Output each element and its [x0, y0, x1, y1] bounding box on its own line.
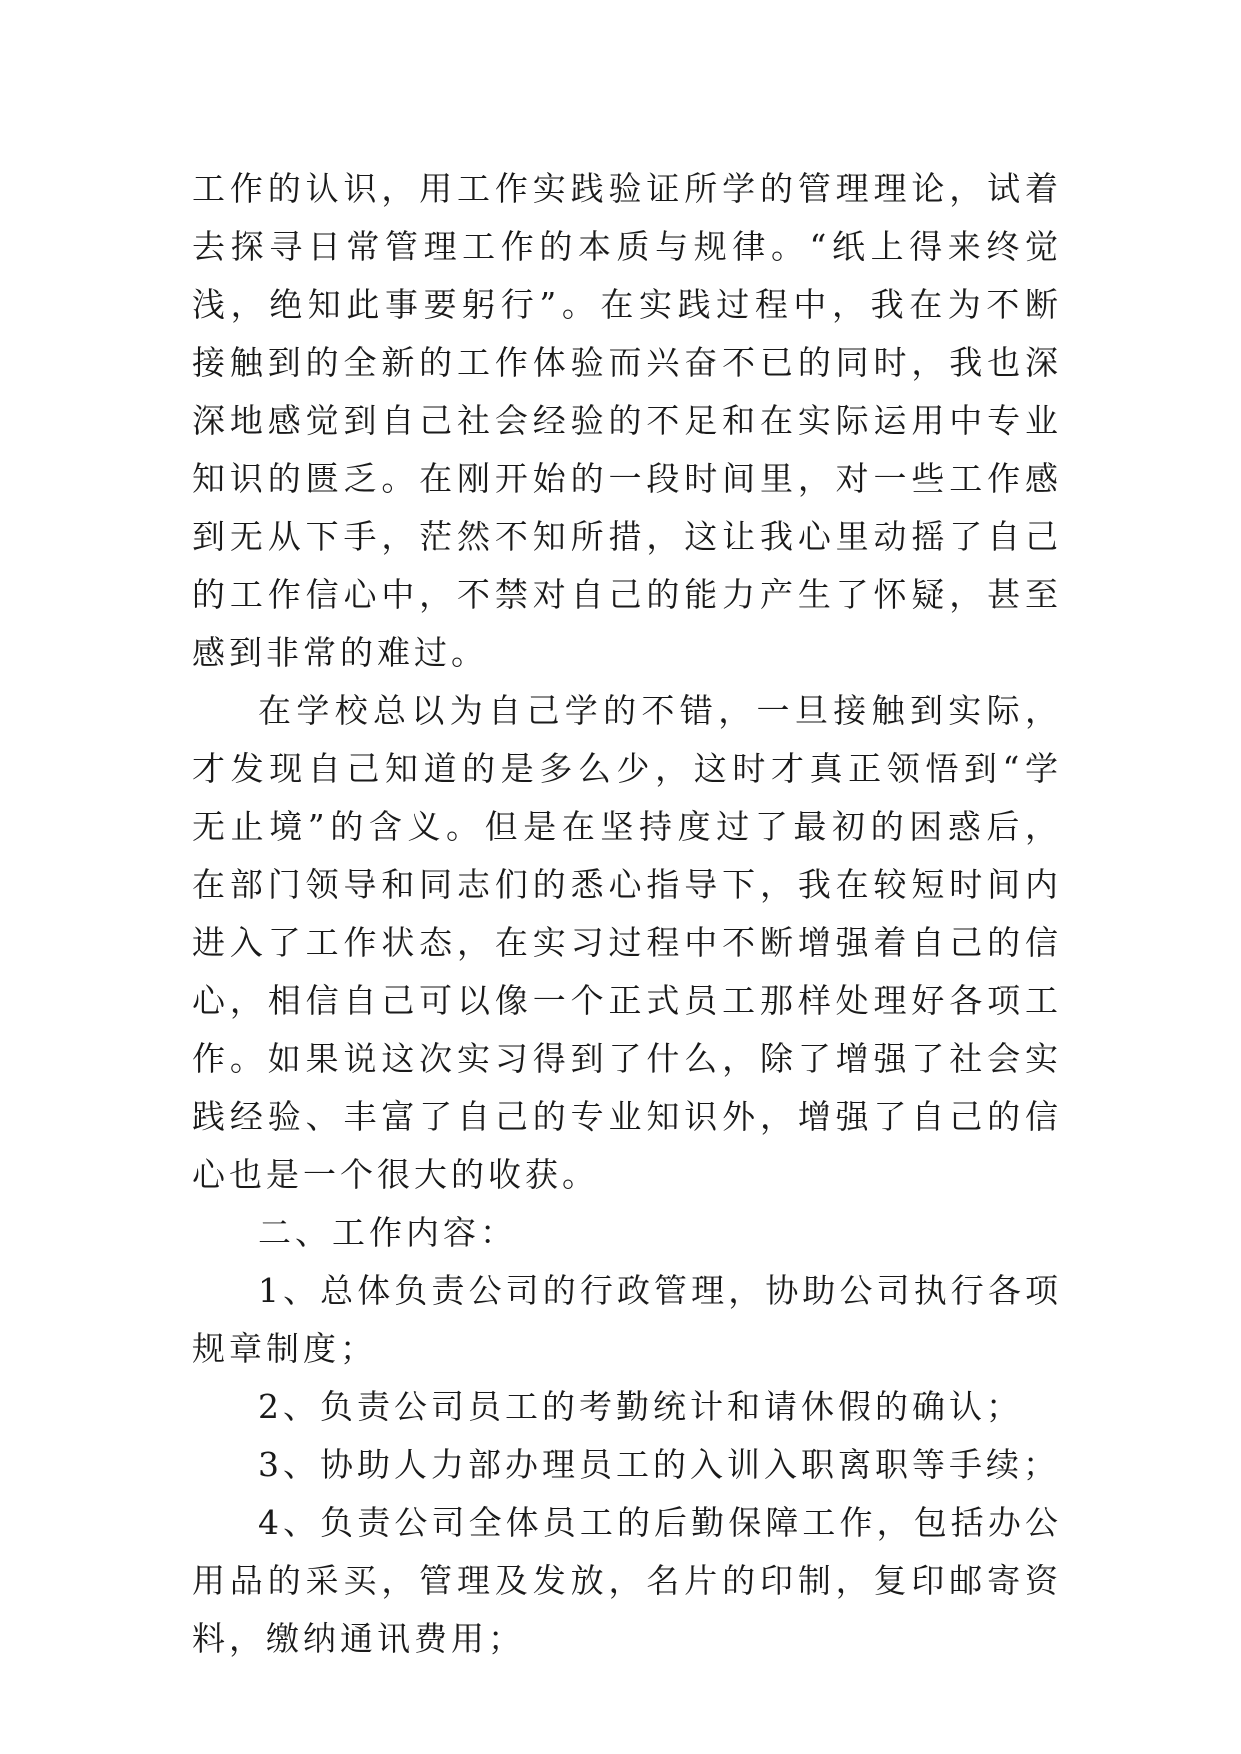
list-item-2: 2、负责公司员工的考勤统计和请休假的确认； — [258, 1387, 1023, 1426]
paragraph-reflection: 在学校总以为自己学的不错，一旦接触到实际，才发现自己知道的是多么少，这时才真正领悟到“学无止境”的含义。但是在坚持度过了最初的困惑后，在部门领导和同志们的悉心指导下，我在较短时间内进入了工作状态，在实习过程中不断增强着自己的信心，相信自己可以像一个正式员工那样处理好各项工作。如果说这次实习得到了什么，除了增强了社会实践经验、丰富了自己的专业知识外，增强了自己的信心也是一个很大的收获。 — [192, 691, 1062, 1194]
list-item-4: 4、负责公司全体员工的后勤保障工作，包括办公用品的采买，管理及发放，名片的印制，复印邮寄资料，缴纳通讯费用； — [192, 1503, 1062, 1658]
list-item-3: 3、协助人力部办理员工的入训入职离职等手续； — [258, 1445, 1060, 1484]
paragraph-intro-continuation: 工作的认识，用工作实践验证所学的管理理论，试着去探寻日常管理工作的本质与规律。“纸上得来终觉浅，绝知此事要躬行”。在实践过程中，我在为不断接触到的全新的工作体验而兴奋不已的同时，我也深深地感觉到自己社会经验的不足和在实际运用中专业知识的匮乏。在刚开始的一段时间里，对一些工作感到无从下手，茫然不知所措，这让我心里动摇了自己的工作信心中，不禁对自己的能力产生了怀疑，甚至感到非常的难过。 — [192, 169, 1062, 672]
list-item-1: 1、总体负责公司的行政管理，协助公司执行各项规章制度； — [192, 1271, 1062, 1368]
document-body — [192, 160, 1062, 1668]
section-heading-work-content: 二、工作内容： — [258, 1213, 517, 1252]
